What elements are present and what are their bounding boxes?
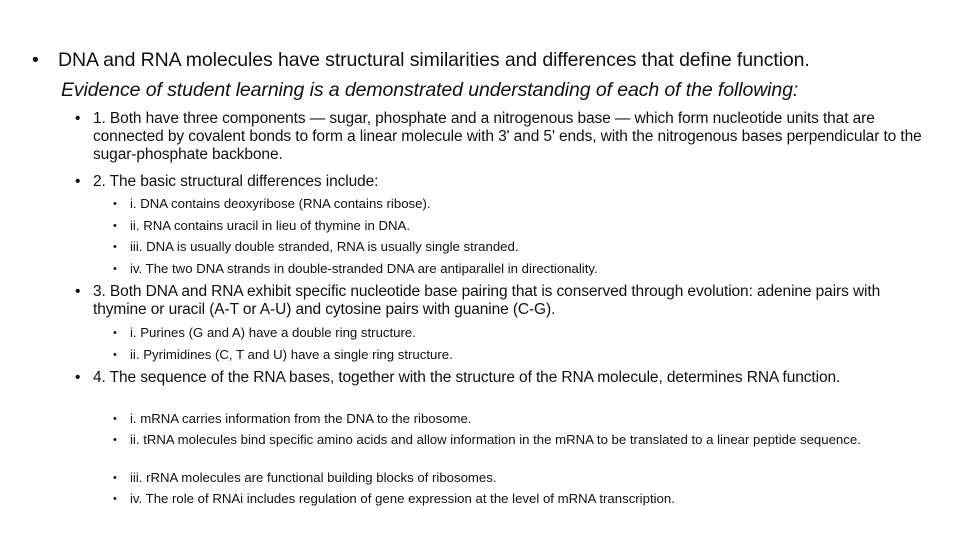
bullet-icon: • bbox=[113, 493, 117, 505]
list-item: ii. RNA contains uracil in lieu of thymine in DNA. bbox=[130, 218, 410, 233]
point-1-text: 1. Both have three components — sugar, phosphate and a nitrogenous base — which form nucleotide units that are connected by covalent bonds to form a linear molecule with 3' and 5' ends, with the nitrogenous bases perpendicular to the sugar-phosphate backbone. bbox=[93, 110, 922, 163]
bullet-icon: • bbox=[75, 369, 81, 386]
point-4-item-4 bbox=[113, 491, 953, 507]
bullet-icon: • bbox=[113, 434, 117, 446]
bullet-icon: • bbox=[113, 472, 117, 484]
point-4-item-1 bbox=[113, 411, 953, 427]
point-4-text: 4. The sequence of the RNA bases, together with the structure of the RNA molecule, determines RNA function. bbox=[93, 369, 841, 386]
point-3 bbox=[75, 283, 925, 319]
list-item: i. Purines (G and A) have a double ring structure. bbox=[130, 325, 416, 340]
bullet-icon: • bbox=[113, 241, 117, 253]
point-3-item-1 bbox=[113, 325, 953, 341]
bullet-icon: • bbox=[113, 263, 117, 275]
list-item: i. mRNA carries information from the DNA to the ribosome. bbox=[130, 411, 472, 426]
list-item: i. DNA contains deoxyribose (RNA contains ribose). bbox=[130, 196, 431, 211]
point-2 bbox=[75, 173, 925, 191]
bullet-icon: • bbox=[113, 413, 117, 425]
list-item: iii. rRNA molecules are functional building blocks of ribosomes. bbox=[130, 470, 497, 485]
bullet-icon: • bbox=[113, 198, 117, 210]
list-item: iii. DNA is usually double stranded, RNA is usually single stranded. bbox=[130, 239, 519, 254]
main-statement: DNA and RNA molecules have structural similarities and differences that define function. bbox=[58, 49, 810, 71]
point-4 bbox=[75, 369, 925, 387]
point-1 bbox=[75, 110, 925, 164]
main-bullet bbox=[32, 45, 942, 105]
point-4-item-3 bbox=[113, 470, 953, 486]
bullet-icon: • bbox=[75, 173, 81, 190]
bullet-icon: • bbox=[75, 283, 81, 300]
bullet-icon: • bbox=[113, 220, 117, 232]
main-evidence-statement: Evidence of student learning is a demonstrated understanding of each of the following: bbox=[61, 79, 799, 101]
point-2-item-1 bbox=[113, 196, 953, 212]
bullet-icon: • bbox=[113, 327, 117, 339]
point-2-item-4 bbox=[113, 261, 953, 277]
point-3-text: 3. Both DNA and RNA exhibit specific nucleotide base pairing that is conserved through evolution: adenine pairs with thymine or uracil (A-T or A-U) and cytosine pairs with guanine (C-G). bbox=[93, 283, 881, 318]
list-item: ii. tRNA molecules bind specific amino acids and allow information in the mRNA to be translated to a linear peptide sequence. bbox=[130, 432, 861, 447]
bullet-icon: • bbox=[113, 349, 117, 361]
list-item: iv. The two DNA strands in double-stranded DNA are antiparallel in directionality. bbox=[130, 261, 598, 276]
point-3-item-2 bbox=[113, 347, 953, 363]
list-item: iv. The role of RNAi includes regulation of gene expression at the level of mRNA transcription. bbox=[130, 491, 675, 506]
point-2-item-3 bbox=[113, 239, 953, 255]
point-4-item-2 bbox=[113, 432, 953, 448]
point-2-text: 2. The basic structural differences include: bbox=[93, 173, 379, 190]
bullet-icon: • bbox=[32, 49, 39, 71]
list-item: ii. Pyrimidines (C, T and U) have a single ring structure. bbox=[130, 347, 453, 362]
point-2-item-2 bbox=[113, 218, 953, 234]
bullet-icon: • bbox=[75, 110, 81, 127]
